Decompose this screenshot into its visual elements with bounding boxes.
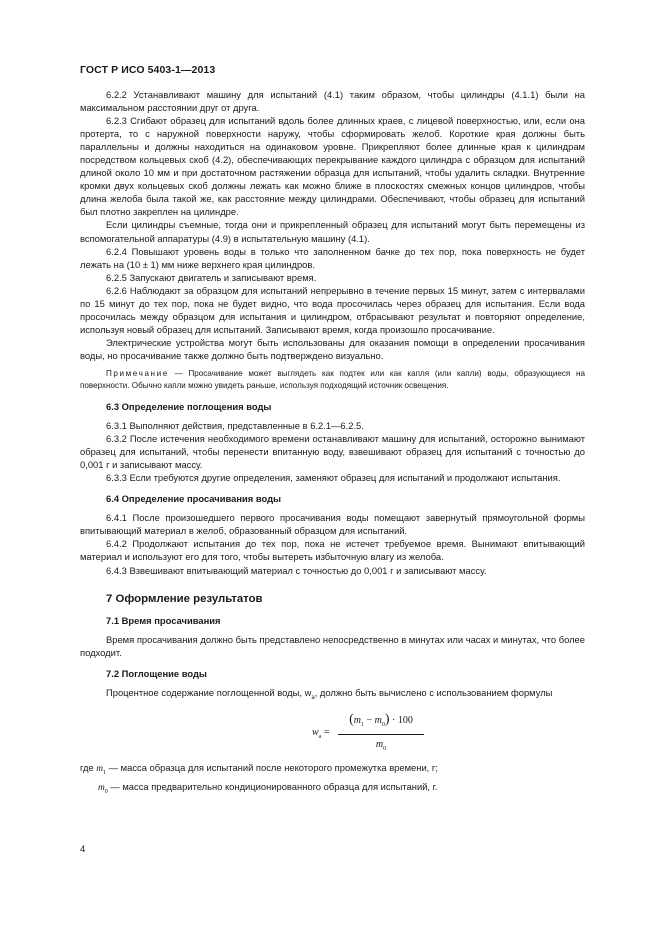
formula-times-100: · 100 (389, 714, 413, 726)
heading-6-3: 6.3 Определение поглощения воды (106, 400, 272, 412)
formula-m1-subscript: 1 (361, 721, 364, 728)
paragraph-6-4-2: 6.4.2 Продолжают испытания до тех пор, пока не истечет требуемое время. Вынимают впитывающий материал и используют его для того, чтобы вытереть избыточную влагу из желоба. (80, 538, 585, 563)
formula-equals: = (321, 726, 330, 738)
paragraph-7-2-start: Процентное содержание поглощенной воды, w (106, 686, 312, 698)
document-body (80, 88, 585, 799)
paragraph-6-4-3: 6.4.3 Взвешивают впитывающий материал с точностью до 0,001 г и записывают массу. (106, 564, 487, 576)
note (80, 368, 585, 392)
variable-definitions (80, 761, 585, 799)
formula-m0-subscript: 0 (381, 721, 385, 728)
formula-denominator-symbol: m (375, 738, 384, 750)
formula-lhs-subscript: a (318, 733, 322, 740)
definition-m1 (80, 761, 585, 780)
formula-fraction-bar (338, 734, 424, 735)
paragraph-6-3-3: 6.3.3 Если требуются другие определения, заменяют образец для испытаний и продолжают испытания. (106, 472, 561, 484)
paragraph-6-3-1: 6.3.1 Выполняют действия, представленные в 6.2.1—6.2.5. (106, 420, 364, 432)
paragraph-6-2-5: 6.2.5 Запускают двигатель и записывают время. (106, 271, 317, 283)
definition-m0 (80, 780, 585, 799)
definition-m1-symbol: $m_1$ (96, 763, 107, 776)
heading-7: 7 Оформление результатов (106, 592, 263, 605)
formula-minus: − (364, 714, 375, 726)
heading-7-1: 7.1 Время просачивания (106, 614, 221, 626)
paragraph-6-3-2: 6.3.2 После истечения необходимого времени останавливают машину для испытаний, осторожно вынимают образец для испытаний, чтобы перенести впитанную воду, взвешивают образец для испытаний с точностью до 0,001 г и записывают массу. (80, 433, 585, 471)
definition-m0-text: — масса предварительно кондиционированного образца для испытаний, г. (107, 780, 438, 792)
paragraph-6-4-1: 6.4.1 После произошедшего первого просачивания воды помещают завернутый прямоугольной формы впитывающий материал в желоб, образованный образцом для испытаний. (80, 512, 585, 537)
paragraph-6-2-3: 6.2.3 Сгибают образец для испытаний вдоль более длинных краев, с лицевой поверхностью, или, если она протерта, то с наружной поверхности наружу, чтобы сформировать желоб. Короткие края должны быть параллельны и должны находиться на одинаковом уровне. Прикрепляют более длинные края к цилиндрам посредством кольцевых скоб (4.2), обеспечивающих перекрывание каждого цилиндра с образцом для испытаний длиной около 10 мм и при достаточном растяжении образца для испытаний, чтобы удалить складки. Внутренние кромки двух кольцевых скоб должны лежать как можно ближе в плоскостях смежных концов цилиндров, чтобы длина желоба была такой же, как расстояние между цилиндрами. Обеспечивают, чтобы образец для испытаний был плотно закреплен на цилиндре. (80, 115, 585, 218)
heading-7-2: 7.2 Поглощение воды (106, 667, 207, 679)
formula-lhs-symbol: w (312, 726, 319, 738)
note-text: — Просачивание может выглядеть как подтек или как капля (или капли) воды, образующиеся на поверхности. Обычно капли можно увидеть раньше, используя подходящий источник освещения. (80, 368, 585, 390)
definition-m1-text: — масса образца для испытаний после некоторого промежутка времени, г; (106, 761, 438, 773)
paragraph-7-2 (80, 686, 585, 705)
formula-lhs (312, 726, 329, 744)
paragraph-6-2-4: 6.2.4 Повышают уровень воды в только что заполненном бачке до тех пор, пока поверхность не будет лежать на (10 ± 1) мм ниже верхнего края цилиндров. (80, 245, 585, 270)
definition-m0-symbol: $m_0$ (98, 782, 108, 795)
formula-m0-symbol: m (374, 714, 382, 726)
document-header: ГОСТ Р ИСО 5403-1—2013 (80, 64, 216, 76)
paragraph-7-1: Время просачивания должно быть представлено непосредственно в минутах или часах и минутах, что более подходит. (80, 633, 585, 658)
paragraph-6-2-2: 6.2.2 Устанавливают машину для испытаний (4.1) таким образом, чтобы цилиндры (4.1.1) были на максимальном расстоянии друг от друга. (80, 89, 585, 114)
paragraph-6-2-6: 6.2.6 Наблюдают за образцом для испытаний непрерывно в течение первых 15 минут, затем с интервалами по 15 минут до тех пор, пока не будет видно, что вода просочилась через образец для испытания. Если вода просочилась между образцом для испытания и цилиндром, отбрасывают результат и повторяют определение, используя новый образец для испытаний. Записывают время, когда произошло просачивание. (80, 284, 585, 335)
note-label: Примечание (106, 368, 169, 378)
paragraph-7-2-end: , должно быть вычислено с использованием формулы (314, 686, 553, 698)
definition-lead-word: где (80, 761, 97, 773)
paragraph-electrical-devices: Электрические устройства могут быть использованы для оказания помощи в определении просачивания воды, но просачивание также должно быть подтверждено визуально. (80, 336, 585, 361)
heading-6-4: 6.4 Определение просачивания воды (106, 493, 282, 505)
formula-m1-symbol: m (353, 714, 361, 726)
formula-denominator-subscript: 0 (383, 745, 387, 752)
water-absorption-formula (80, 713, 585, 757)
paragraph-removable-cylinders: Если цилиндры съемные, тогда они и прикрепленный образец для испытаний могут быть перемещены из вспомогательной аппаратуры (4.9) в испытательную машину (4.1). (80, 219, 585, 244)
page-number: 4 (80, 843, 86, 854)
paragraph-7-2-sub: a (311, 694, 315, 701)
formula-denominator (338, 738, 424, 756)
formula-numerator: $(m_1 - m_0) \cdot 100$ (349, 711, 413, 728)
